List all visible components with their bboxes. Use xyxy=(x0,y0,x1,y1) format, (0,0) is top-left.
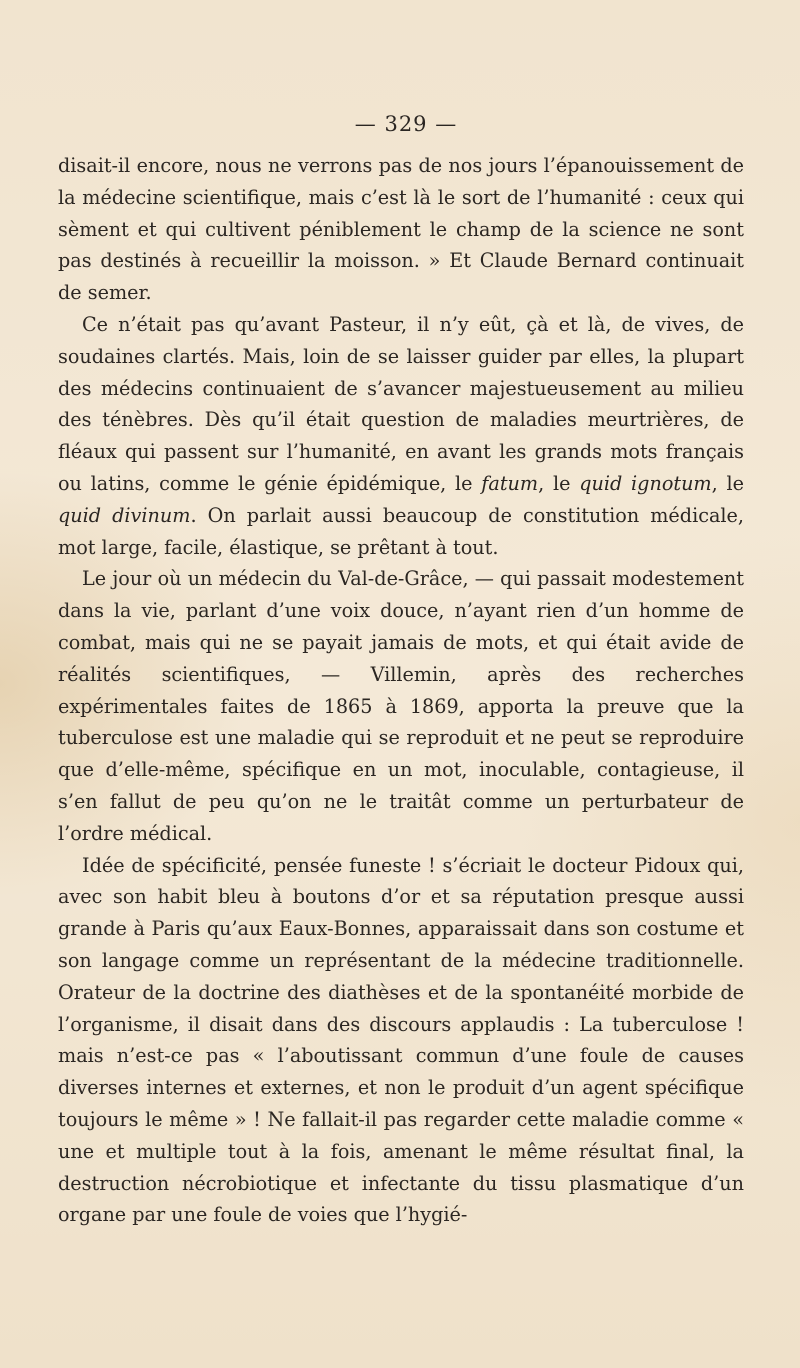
italic-term-quid-ignotum: quid ignotum xyxy=(579,471,712,495)
text-segment: disait-il encore, nous ne verrons pas de nos jours l’épanouissement de la médecine scientifique, mais c’est là le sort de l’humanité : ceux qui sèment et qui cultivent péniblement le champ de la science ne sont pas destinés à recueillir la moisson. » Et Claude Bernard continuait de semer. xyxy=(58,154,744,305)
page-number: — 329 — xyxy=(354,112,458,136)
text-segment: . On parlait aussi beaucoup de constitution médicale, mot large, facile, élastique, se prêtant à tout. xyxy=(58,503,744,559)
paragraph-2 xyxy=(58,309,744,563)
paragraph-1 xyxy=(58,150,744,309)
text-segment: , le xyxy=(538,471,580,495)
text-segment: Ce n’était pas qu’avant Pasteur, il n’y eût, çà et là, de vives, de soudaines clartés. Mais, loin de se laisser guider par elles, la plupart des médecins continuaient de s’avancer majestueusement au milieu des ténèbres. Dès qu’il était question de maladies meurtrières, de fléaux qui passent sur l’humanité, en avant les grands mots français ou latins, comme le génie épidémique, le xyxy=(58,312,744,495)
text-segment: Le jour où un médecin du Val-de-Grâce, — qui passait modestement dans la vie, parlant d’une voix douce, n’ayant rien d’un homme de combat, mais qui ne se payait jamais de mots, et qui était avide de réalités scientifiques, — Villemin, après des recherches expérimentales faites de 1865 à 1869, apporta la preuve que la tuberculose est une maladie qui se reproduit et ne peut se reproduire que d’elle-même, spécifique en un mot, inoculable, contagieuse, il s’en fallut de peu qu’on ne le traitât comme un perturbateur de l’ordre médical. xyxy=(58,567,744,845)
italic-term-fatum: fatum xyxy=(481,471,539,495)
book-page xyxy=(58,112,744,1231)
italic-term-quid-divinum: quid divinum xyxy=(58,503,191,527)
paragraph-4 xyxy=(58,850,744,1232)
paragraph-3 xyxy=(58,563,744,849)
text-segment: Idée de spécificité, pensée funeste ! s’écriait le docteur Pidoux qui, avec son habit bleu à boutons d’or et sa réputation presque aussi grande à Paris qu’aux Eaux-Bonnes, apparaissait dans son costume et son langage comme un représentant de la médecine traditionnelle. Orateur de la doctrine des diathèses et de la spontanéité morbide de l’organisme, il disait dans des discours applaudis : La tuberculose ! mais n’est-ce pas « l’aboutissant commun d’une foule de causes diverses internes et externes, et non le produit d’un agent spécifique toujours le même » ! Ne fallait-il pas regarder cette maladie comme « une et multiple tout à la fois, amenant le même résultat final, la destruction nécrobiotique et infectante du tissu plasmatique d’un organe par une foule de voies que l’hygié- xyxy=(58,853,744,1227)
text-segment: , le xyxy=(711,471,744,495)
